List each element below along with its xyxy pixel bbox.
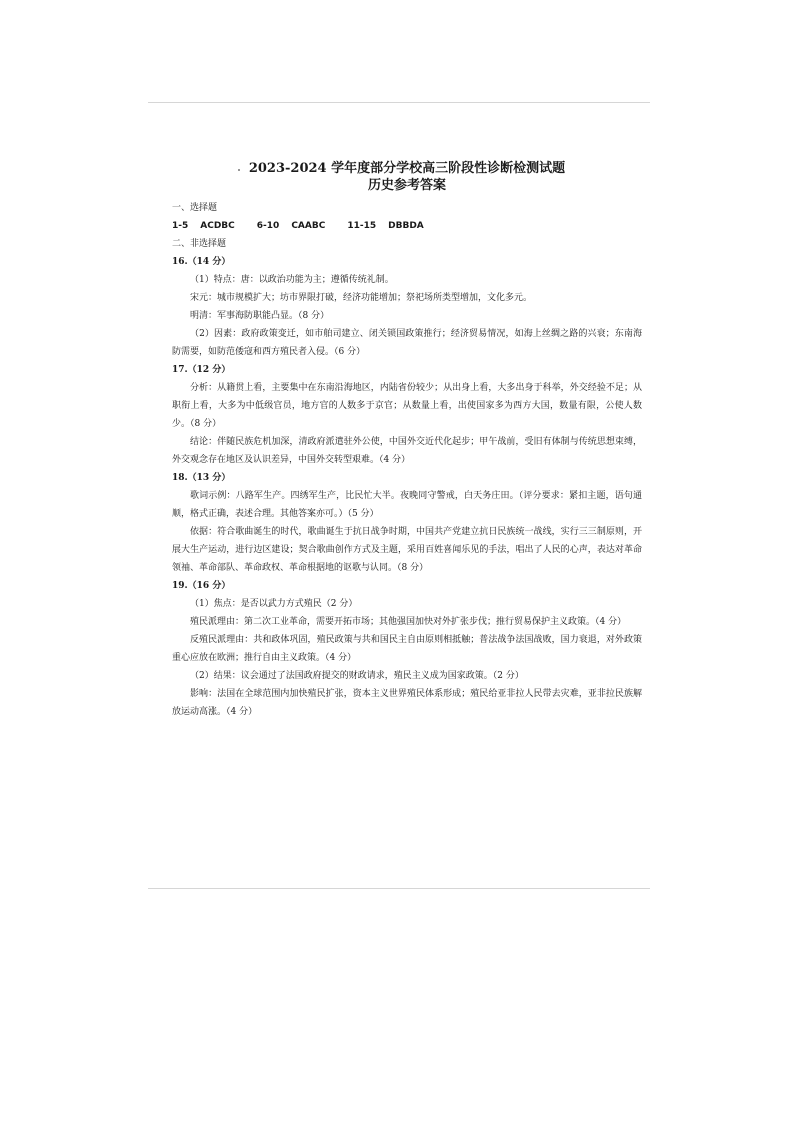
answer-paragraph: 影响：法国在全球范围内加快殖民扩张，资本主义世界殖民体系形成；殖民给亚非拉人民带去灾难，亚非拉民族解放运动高涨。（4 分） [172, 689, 642, 717]
answer-group: 6-10 CAABC [256, 221, 326, 231]
answer-paragraph: 反殖民派理由：共和政体巩固，殖民政策与共和国民主自由原则相抵触；普法战争法国战败，国力衰退，对外政策重心应放在欧洲；推行自由主义政策。（4 分） [172, 635, 642, 663]
top-divider [148, 102, 650, 103]
answer-paragraph: 分析：从籍贯上看，主要集中在东南沿海地区，内陆省份较少；从出身上看，大多出身于科举，外交经验不足；从职衔上看，大多为中低级官员，地方官的人数多于京官；从数量上看，出使国家多为西方大国，数量有限，公使人数少。（8 分） [172, 383, 642, 429]
question-heading: 16.（14 分） [172, 257, 231, 267]
section-heading-choice: 一、选择题 [172, 203, 218, 213]
section-heading-nonchoice: 二、非选择题 [172, 239, 227, 249]
answer-paragraph: 宋元：城市规模扩大；坊市界限打破，经济功能增加；祭祀场所类型增加，文化多元。 [190, 293, 533, 303]
bottom-divider [148, 888, 650, 889]
answer-paragraph: （2）因素：政府政策变迁，如市舶司建立、闭关锁国政策推行；经济贸易情况，如海上丝绸之路的兴衰；东南海防需要，如防范倭寇和西方殖民者入侵。（6 分） [172, 329, 642, 357]
answer-paragraph: 结论：伴随民族危机加深，清政府派遣驻外公使，中国外交近代化起步；甲午战前，受旧有体制与传统思想束缚，外交观念存在地区及认识差异，中国外交转型艰难。（4 分） [172, 437, 642, 465]
document-subtitle: 历史参考答案 [367, 178, 446, 193]
answer-group: 1-5 ACDBC [172, 221, 235, 231]
answer-paragraph: （1）焦点：是否以武力方式殖民（2 分） [190, 599, 358, 609]
answer-group: 11-15 DBBDA [347, 221, 424, 231]
answer-paragraph: 明清：军事海防职能凸显。（8 分） [190, 311, 330, 321]
choice-answers [172, 217, 642, 235]
question-heading: 19.（16 分） [172, 581, 231, 591]
question-heading: 18.（13 分） [172, 473, 231, 483]
answer-paragraph: （1）特点：唐：以政治功能为主；遵循传统礼制。 [190, 275, 394, 285]
question-heading: 17.（12 分） [172, 365, 231, 375]
document-title: 2023-2024 学年度部分学校高三阶段性诊断检测试题 [248, 161, 566, 176]
answer-paragraph: 依据：符合歌曲诞生的时代，歌曲诞生于抗日战争时期，中国共产党建立抗日民族统一战线，实行三三制原则，开展大生产运动，进行边区建设；契合歌曲创作方式及主题，采用百姓喜闻乐见的手法，唱出了人民的心声，表达对革命领袖、革命部队、革命政权、革命根据地的讴歌与认同。（8 分） [172, 527, 642, 573]
answer-sheet [172, 160, 642, 721]
answer-paragraph: 歌词示例：八路军生产。四绣军生产，比民忙大半。夜晚同守警戒，白天务庄田。（评分要求：紧扣主题，语句通顺，格式正确，表述合理。其他答案亦可。）（5 分） [172, 491, 642, 519]
answer-paragraph: （2）结果：议会通过了法国政府提交的财政请求，殖民主义成为国家政策。（2 分） [190, 671, 524, 681]
answer-paragraph: 殖民派理由：第二次工业革命，需要开拓市场；其他强国加快对外扩张步伐；推行贸易保护主义政策。（4 分） [190, 617, 627, 627]
